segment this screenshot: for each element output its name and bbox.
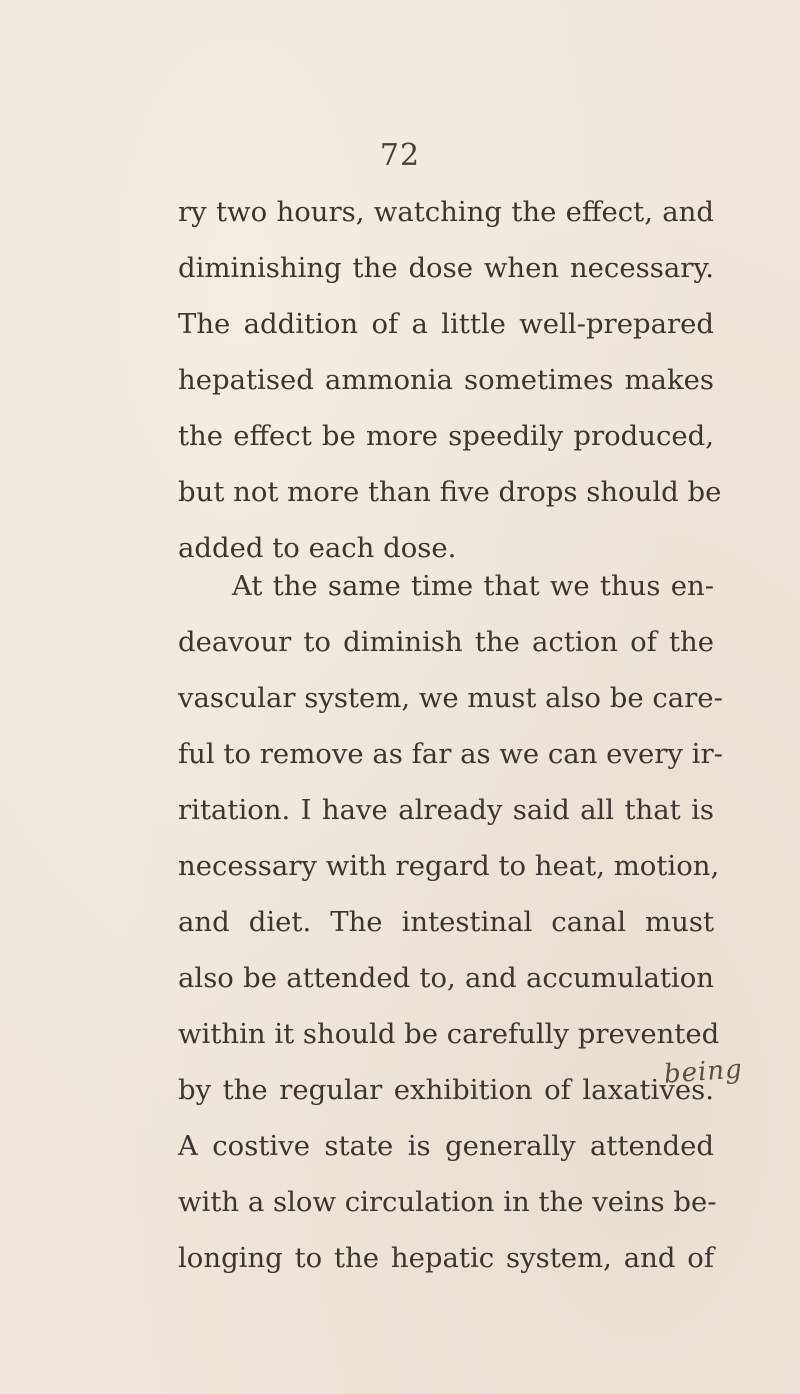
text-line: The addition of a little well-prepared xyxy=(178,308,714,340)
paragraph-2 xyxy=(178,558,723,1286)
handwritten-annotation: being xyxy=(663,1054,744,1090)
page-number: 72 xyxy=(379,138,421,173)
paragraph-1 xyxy=(178,184,722,576)
text-line: by the regular exhibition of laxatives. xyxy=(178,1074,714,1106)
text-line: ritation. I have already said all that is xyxy=(178,794,714,826)
text-line: necessary with regard to heat, motion, xyxy=(178,850,720,882)
text-line: vascular system, we must also be care- xyxy=(178,682,723,714)
text-line: At the same time that we thus en- xyxy=(232,570,714,602)
text-line: also be attended to, and accumulation xyxy=(178,962,714,994)
text-line: ry two hours, watching the effect, and xyxy=(178,196,714,228)
text-line: added to each dose. xyxy=(178,532,457,564)
text-line: with a slow circulation in the veins be- xyxy=(178,1186,717,1218)
text-line: longing to the hepatic system, and of xyxy=(178,1242,714,1274)
text-line: and diet. The intestinal canal must xyxy=(178,906,714,938)
text-line: the effect be more speedily produced, xyxy=(178,420,714,452)
text-line: but not more than five drops should be xyxy=(178,476,722,508)
text-line: diminishing the dose when necessary. xyxy=(178,252,714,284)
text-line: ful to remove as far as we can every ir- xyxy=(178,738,723,770)
text-line: within it should be carefully prevented xyxy=(178,1018,720,1050)
text-line: deavour to diminish the action of the xyxy=(178,626,714,658)
text-line: hepatised ammonia sometimes makes xyxy=(178,364,714,396)
text-line: A costive state is generally attended xyxy=(178,1130,714,1162)
